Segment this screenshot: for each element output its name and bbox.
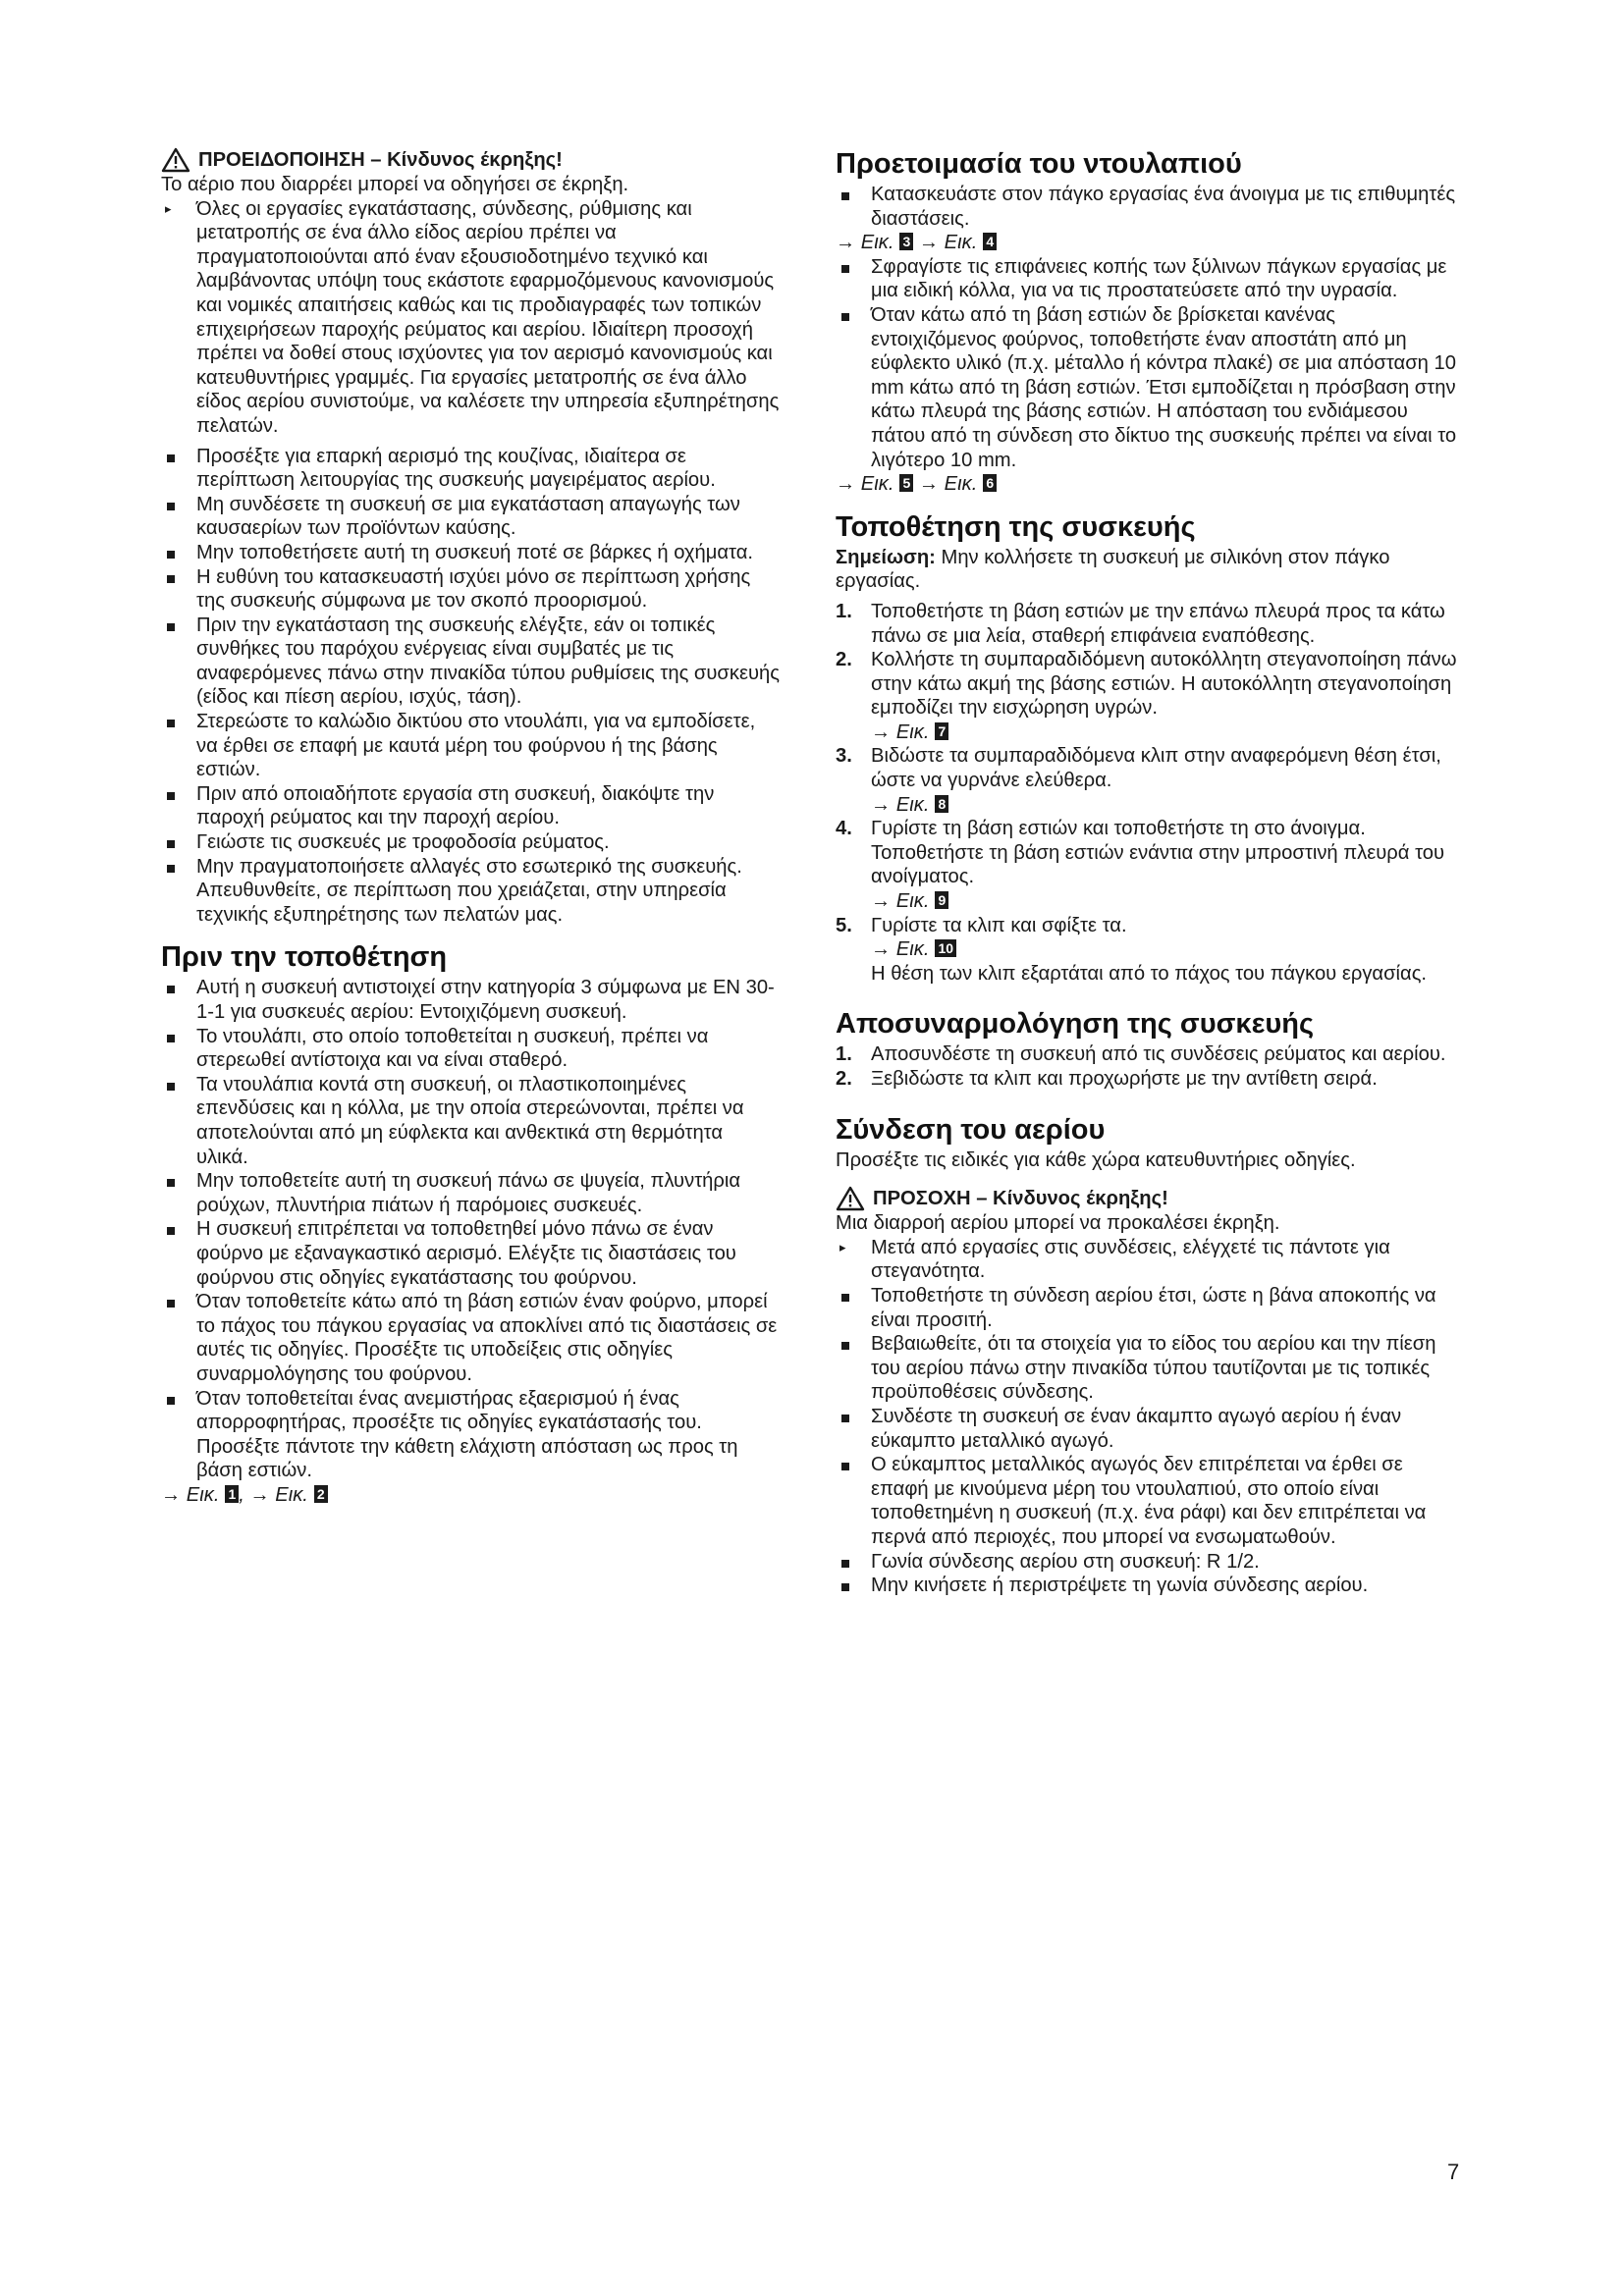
before-installation-list — [161, 976, 780, 1482]
section-heading-before-installation: Πριν την τοποθέτηση — [161, 941, 448, 974]
square-bullet-icon — [841, 265, 849, 273]
square-bullet-icon — [841, 1463, 849, 1470]
list-item: Προσέξτε για επαρκή αερισμό της κουζίνας, ιδιαίτερα σε περίπτωση λειτουργίας της συσκευής μαγειρέματος αερίου. — [161, 445, 780, 493]
list-item: Η συσκευή επιτρέπεται να τοποθετηθεί μόνο πάνω σε έναν φούρνο με εξαναγκαστικό αερισμό. Ελέγξτε τις διαστάσεις του φούρνου στις οδηγίες εγκατάστασης του φούρνου. — [161, 1217, 780, 1290]
step-number: 5. — [836, 914, 852, 936]
list-item: Πριν από οποιαδήποτε εργασία στη συσκευή, διακόψτε την παροχή ρεύματος και την παροχή αερίου. — [161, 782, 780, 830]
figure-reference: → Εικ. 9 — [836, 889, 1464, 914]
arrow-list-item: ▸ Όλες οι εργασίες εγκατάστασης, σύνδεσης, ρύθμισης και μετατροπής σε ένα άλλο είδος αερίου πρέπει να πραγματοποιούνται από έναν εξουσιοδοτημένο τεχνικό και λαμβάνοντας υπόψη τους εκάστοτε εφαρμοζόμενους κανονισμούς και νομικές απαιτήσεις καθώς και τις προδιαγραφές των τοπικών επιχειρήσεων παροχής ρεύματος και αερίου. Ιδιαίτερη προσοχή πρέπει να δοθεί στους ισχύοντες για τον αερισμό κανονισμούς και κατευθυντήριες γραμμές. Για εργασίες μετατροπής σε ένα άλλο είδος αερίου συνιστούμε, να καλέσετε την υπηρεσία εξυπηρέτησης πελατών. — [165, 197, 780, 437]
figure-badge: 8 — [935, 795, 948, 813]
list-item: Μην κινήσετε ή περιστρέψετε τη γωνία σύνδεσης αερίου. — [836, 1574, 1464, 1598]
list-item: Γειώστε τις συσκευές με τροφοδοσία ρεύματος. — [161, 830, 780, 855]
figure-badge: 7 — [935, 722, 948, 740]
square-bullet-icon — [841, 1560, 849, 1568]
figure-reference: → Εικ. 1 , → Εικ. 2 — [161, 1483, 780, 1508]
section-heading-installing-appliance: Τοποθέτηση της συσκευής — [836, 510, 1196, 543]
figure-reference: → Εικ. 7 — [836, 721, 1464, 745]
square-bullet-icon — [167, 986, 175, 993]
figure-badge: 1 — [225, 1485, 239, 1503]
step-number: 2. — [836, 1068, 852, 1090]
numbered-step: 1. Αποσυνδέστε τη συσκευή από τις συνδέσεις ρεύματος και αερίου. — [836, 1043, 1446, 1066]
square-bullet-icon — [167, 1083, 175, 1091]
note: Σημείωση: Μην κολλήσετε τη συσκευή με σιλικόνη στον πάγκο εργασίας. — [836, 546, 1390, 593]
numbered-step: 3. Βιδώστε τα συμπαραδιδόμενα κλιπ στην αναφερόμενη θέση έτσι, ώστε να γυρνάνε ελεύθερα. — [836, 745, 1441, 792]
arrow-list-item: ▸ Μετά από εργασίες στις συνδέσεις, ελέγχετέ τις πάντοτε για στεγανότητα. — [839, 1236, 1390, 1283]
figure-badge: 5 — [899, 474, 913, 492]
square-bullet-icon — [167, 792, 175, 800]
figure-badge: 2 — [314, 1485, 328, 1503]
square-bullet-icon — [841, 1583, 849, 1591]
list-item: Μη συνδέσετε τη συσκευή σε μια εγκατάσταση απαγωγής των καυσαερίων των προϊόντων καύσης. — [161, 493, 780, 541]
square-bullet-icon — [167, 840, 175, 848]
list-item: Όταν κάτω από τη βάση εστιών δε βρίσκεται κανένας εντοιχιζόμενος φούρνος, τοποθετήστε έναν αποστάτη από μη εύφλεκτο υλικό (π.χ. μέταλλο ή κόντρα πλακέ) σε μια απόσταση 10 mm κάτω από τη βάση εστιών. Έτσι εμποδίζεται η πρόσβαση στην κάτω πλευρά της βάσης εστιών. Η απόσταση του ενδιάμεσου πάτου από τη σύνδεση στο δίκτυο της συσκευής πρέπει να είναι το λιγότερο 10 mm. — [836, 303, 1464, 472]
list-item: Στερεώστε το καλώδιο δικτύου στο ντουλάπι, για να εμποδίσετε, να έρθει σε επαφή με καυτά μέρη του φούρνου ή της βάσης εστιών. — [161, 710, 780, 782]
warning-title: ΠΡΟΣΟΧΗ – Κίνδυνος έκρηξης! — [836, 1186, 1464, 1211]
square-bullet-icon — [167, 454, 175, 462]
right-column — [836, 147, 1464, 1598]
square-bullet-icon — [841, 1415, 849, 1422]
list-item: Η ευθύνη του κατασκευαστή ισχύει μόνο σε περίπτωση χρήσης της συσκευής σύμφωνα με τον σκοπό προορισμού. — [161, 565, 780, 614]
step-number: 2. — [836, 649, 852, 671]
list-item: Όταν τοποθετείτε κάτω από τη βάση εστιών έναν φούρνο, μπορεί το πάχος του πάγκου εργασίας να αποκλίνει από τις διαστάσεις σε αυτές τις οδηγίες. Προσέξτε τις υποδείξεις στις οδηγίες συναρμολόγησης του φούρνου. — [161, 1290, 780, 1386]
page-number: 7 — [1447, 2160, 1460, 2184]
figure-reference: → Εικ. 5 → Εικ. 6 — [836, 472, 1464, 497]
arrow-right-icon: ▸ — [839, 1239, 846, 1255]
warning-triangle-icon — [836, 1186, 865, 1211]
arrow-right-icon: ▸ — [165, 200, 172, 216]
disassembly-steps — [836, 1042, 1464, 1091]
square-bullet-icon — [167, 720, 175, 727]
list-item: Συνδέστε τη συσκευή σε έναν άκαμπτο αγωγό αερίου ή έναν εύκαμπτο μεταλλικό αγωγό. — [836, 1405, 1464, 1453]
square-bullet-icon — [167, 1300, 175, 1308]
step-number: 4. — [836, 818, 852, 840]
figure-reference: → Εικ. 10 — [836, 937, 1464, 962]
square-bullet-icon — [167, 1227, 175, 1235]
gas-intro: Προσέξτε τις ειδικές για κάθε χώρα κατευθυντήριες οδηγίες. — [836, 1148, 1356, 1171]
section-heading-disassembly: Αποσυναρμολόγηση της συσκευής — [836, 1008, 1315, 1041]
list-item: Κατασκευάστε στον πάγκο εργασίας ένα άνοιγμα με τις επιθυμητές διαστάσεις. — [836, 183, 1464, 231]
list-item: Σφραγίστε τις επιφάνειες κοπής των ξύλινων πάγκων εργασίας με μια ειδική κόλλα, για να τις προστατεύσετε από την υγρασία. — [836, 255, 1464, 303]
numbered-step: 4. Γυρίστε τη βάση εστιών και τοποθετήστε τη στο άνοιγμα. Τοποθετήστε τη βάση εστιών ενάντια στην μπροστινή πλευρά του ανοίγματος. — [836, 818, 1445, 888]
warning-title: ΠΡΟΕΙΔΟΠΟΙΗΣΗ – Κίνδυνος έκρηξης! — [161, 147, 780, 173]
square-bullet-icon — [167, 1179, 175, 1187]
installation-steps — [836, 600, 1464, 987]
square-bullet-icon — [167, 1397, 175, 1405]
list-item: Βεβαιωθείτε, ότι τα στοιχεία για το είδος του αερίου και την πίεση του αερίου πάνω στην πινακίδα τύπου ταυτίζονται με τις τοπικές προϋποθέσεις σύνδεσης. — [836, 1332, 1464, 1405]
square-bullet-icon — [167, 551, 175, 559]
square-bullet-icon — [841, 313, 849, 321]
step-number: 3. — [836, 745, 852, 768]
step-number: 1. — [836, 1043, 852, 1066]
step-number: 1. — [836, 600, 852, 622]
list-item: Γωνία σύνδεσης αερίου στη συσκευή: R 1/2. — [836, 1550, 1464, 1575]
list-item: Τοποθετήστε τη σύνδεση αερίου έτσι, ώστε η βάνα αποκοπής να είναι προσιτή. — [836, 1284, 1464, 1332]
section-heading-cabinet-preparation: Προετοιμασία του ντουλαπιού — [836, 148, 1242, 180]
figure-badge: 3 — [899, 233, 913, 250]
square-bullet-icon — [841, 192, 849, 200]
square-bullet-icon — [841, 1342, 849, 1350]
warning-intro: Μια διαρροή αερίου μπορεί να προκαλέσει έκρηξη. — [836, 1212, 1280, 1235]
figure-badge: 4 — [983, 233, 997, 250]
numbered-step: 2. Ξεβιδώστε τα κλιπ και προχωρήστε με την αντίθετη σειρά. — [836, 1068, 1378, 1090]
square-bullet-icon — [167, 865, 175, 873]
numbered-step: 1. Τοποθετήστε τη βάση εστιών με την επάνω πλευρά προς τα κάτω πάνω σε μια λεία, σταθερή επιφάνεια εναπόθεσης. — [836, 600, 1445, 647]
list-item: Ο εύκαμπτος μεταλλικός αγωγός δεν επιτρέπεται να έρθει σε επαφή με κινούμενα μέρη του ντουλαπιού, στο οποίο είναι τοποθετημένη η συσκευή (π.χ. ένα ράφι) και δεν επιτρέπεται να περνά από περιοχές, που μπορεί να ενσωματωθούν. — [836, 1453, 1464, 1549]
list-item: Όταν τοποθετείται ένας ανεμιστήρας εξαερισμού ή ένας απορροφητήρας, προσέξτε τις οδηγίες εγκατάστασής του. Προσέξτε πάντοτε την κάθετη ελάχιστη απόσταση ως προς τη βάση εστιών. — [161, 1387, 780, 1483]
list-item: Μην πραγματοποιήσετε αλλαγές στο εσωτερικό της συσκευής. Απευθυνθείτε, σε περίπτωση που χρειάζεται, στην υπηρεσία τεχνικής εξυπηρέτησης των πελατών μας. — [161, 855, 780, 928]
warning-triangle-icon — [161, 147, 190, 173]
figure-reference: → Εικ. 3 → Εικ. 4 — [836, 231, 1464, 255]
numbered-step: 5. Γυρίστε τα κλιπ και σφίξτε τα. — [836, 914, 1127, 936]
warning-intro: Το αέριο που διαρρέει μπορεί να οδηγήσει σε έκρηξη. — [161, 174, 629, 195]
safety-bullet-list — [161, 445, 780, 928]
step-note: Η θέση των κλιπ εξαρτάται από το πάχος του πάγκου εργασίας. — [871, 962, 1428, 985]
gas-connection-list — [836, 1284, 1464, 1598]
square-bullet-icon — [167, 575, 175, 583]
list-item: Μην τοποθετήσετε αυτή τη συσκευή ποτέ σε βάρκες ή οχήματα. — [161, 541, 780, 565]
square-bullet-icon — [841, 1294, 849, 1302]
section-heading-gas-connection: Σύνδεση του αερίου — [836, 1113, 1106, 1146]
figure-badge: 9 — [935, 891, 948, 909]
square-bullet-icon — [167, 623, 175, 631]
figure-reference: → Εικ. 8 — [836, 793, 1464, 818]
square-bullet-icon — [167, 1035, 175, 1042]
list-item: Το ντουλάπι, στο οποίο τοποθετείται η συσκευή, πρέπει να στερεωθεί αντίστοιχα και να είναι σταθερό. — [161, 1025, 780, 1073]
list-item: Μην τοποθετείτε αυτή τη συσκευή πάνω σε ψυγεία, πλυντήρια ρούχων, πλυντήρια πιάτων ή παρόμοιες συσκευές. — [161, 1169, 780, 1217]
figure-badge: 6 — [983, 474, 997, 492]
list-item: Πριν την εγκατάσταση της συσκευής ελέγξτε, εάν οι τοπικές συνθήκες του παρόχου ενέργειας είναι συμβατές με τις αναφερόμενες πάνω στην πινακίδα τύπου ρυθμίσεις της συσκευής (είδος και πίεση αερίου, ισχύς, τάση). — [161, 614, 780, 710]
left-column — [161, 147, 780, 1507]
list-item: Τα ντουλάπια κοντά στη συσκευή, οι πλαστικοποιημένες επενδύσεις και η κόλλα, με την οποία στερεώνονται, πρέπει να αποτελούνται από μη εύφλεκτα και ανθεκτικά στη θερμότητα υλικά. — [161, 1073, 780, 1169]
numbered-step: 2. Κολλήστε τη συμπαραδιδόμενη αυτοκόλλητη στεγανοποίηση πάνω στην κάτω ακμή της βάσης εστιών. Η αυτοκόλλητη στεγανοποίηση εμποδίζει την εισχώρηση υγρών. — [836, 649, 1457, 720]
list-item: Αυτή η συσκευή αντιστοιχεί στην κατηγορία 3 σύμφωνα με EN 30-1-1 για συσκευές αερίου: Εντοιχιζόμενη συσκευή. — [161, 976, 780, 1024]
figure-badge: 10 — [935, 939, 956, 957]
square-bullet-icon — [167, 503, 175, 510]
